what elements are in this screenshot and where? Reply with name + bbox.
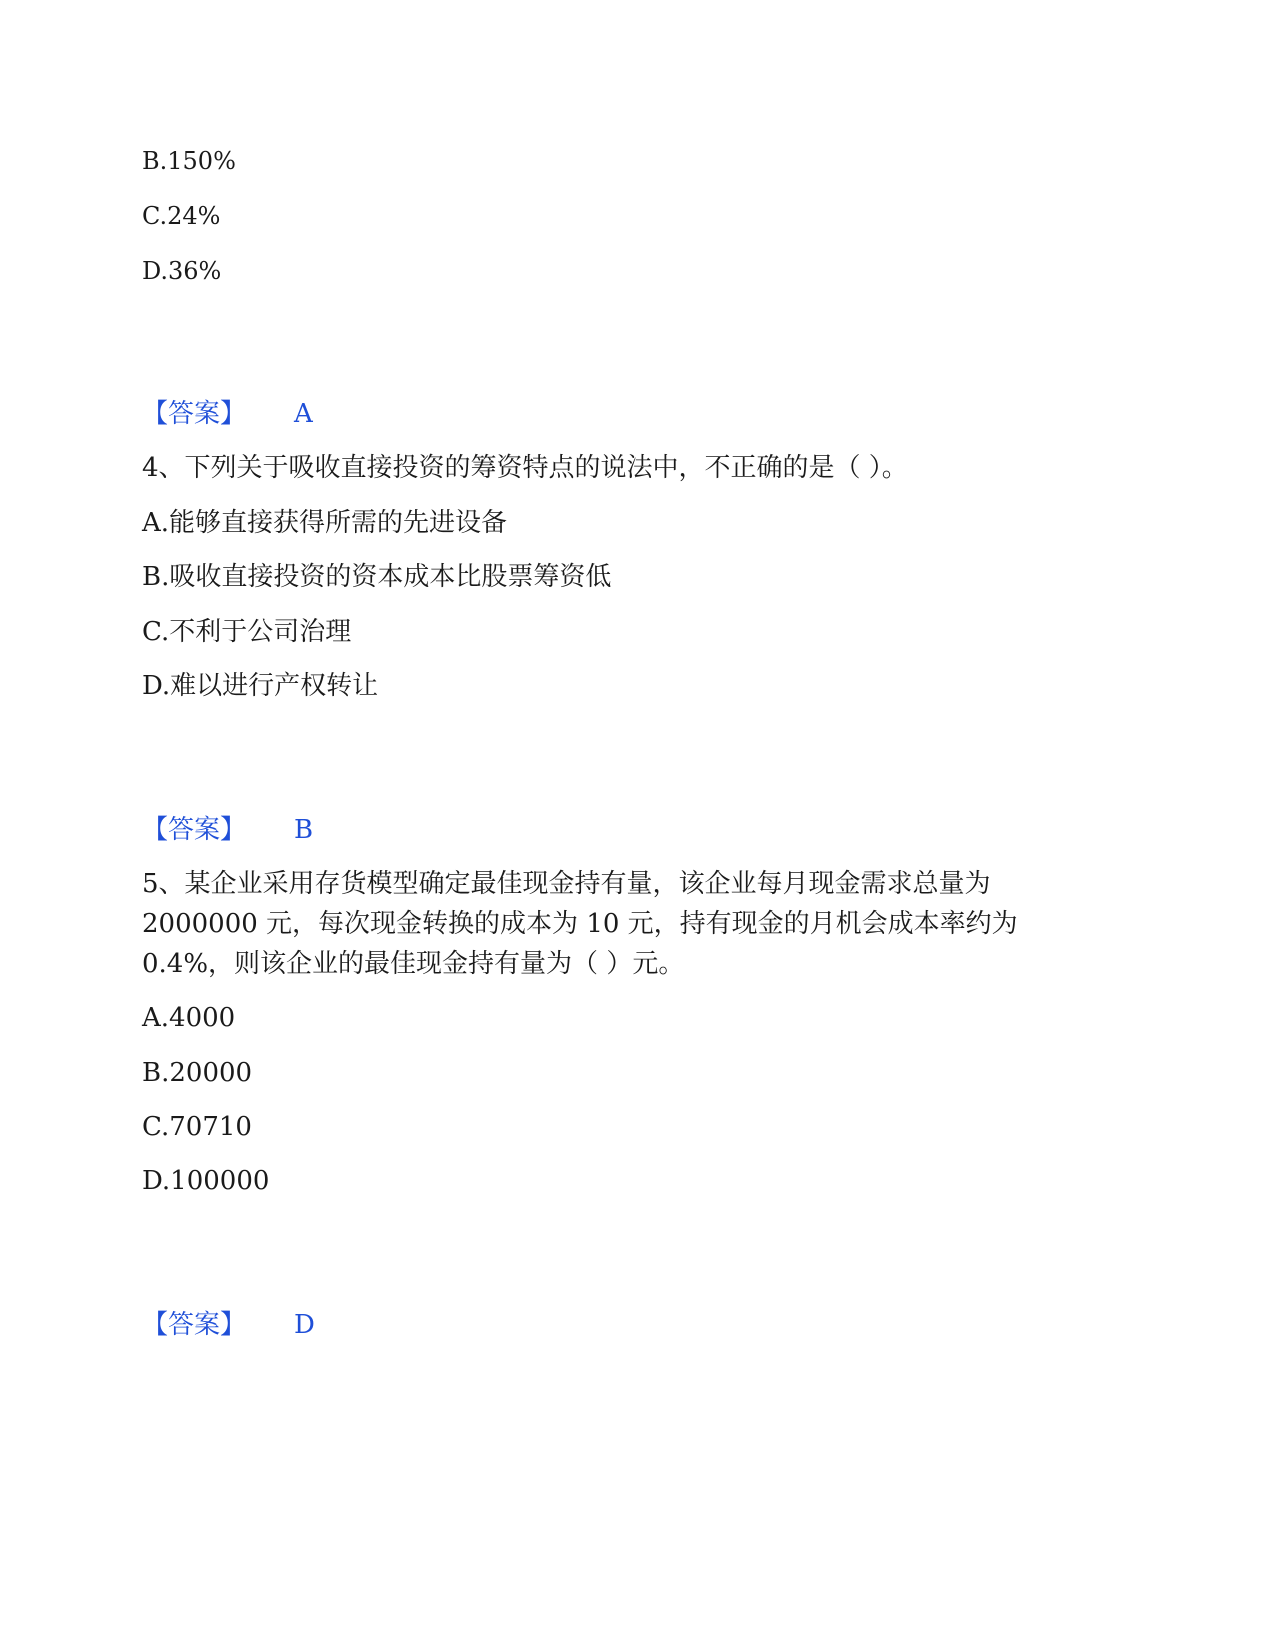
q5-stem-line-1: 5、某企业采用存货模型确定最佳现金持有量，该企业每月现金需求总量为 (142, 869, 991, 899)
q5-stem-line-3: 0.4%，则该企业的最佳现金持有量为（ ）元。 (142, 949, 685, 979)
q3-option-b: B.150% (142, 147, 236, 175)
q4-option-a: A.能够直接获得所需的先进设备 (142, 508, 508, 538)
q5-answer-value: D (294, 1310, 315, 1340)
q5-option-a: A.4000 (142, 1003, 236, 1033)
q5-stem-line-2: 2000000 元，每次现金转换的成本为 10 元，持有现金的月机会成本率约为 (142, 909, 1018, 939)
q4-option-d: D.难以进行产权转让 (142, 671, 379, 701)
q5-answer-row (142, 1308, 315, 1342)
answer-label: 【答案】 (142, 815, 247, 845)
q3-option-c: C.24% (142, 202, 221, 230)
q4-option-b: B.吸收直接投资的资本成本比股票筹资低 (142, 562, 612, 592)
q3-answer-row (142, 397, 313, 431)
q3-option-d: D.36% (142, 257, 222, 285)
q4-answer-row (142, 813, 314, 847)
answer-label: 【答案】 (142, 399, 247, 429)
q5-option-b: B.20000 (142, 1058, 253, 1088)
q4-stem: 4、下列关于吸收直接投资的筹资特点的说法中，不正确的是（ ）。 (142, 453, 908, 483)
q3-answer-value: A (294, 399, 313, 429)
q4-option-c: C.不利于公司治理 (142, 617, 352, 647)
answer-label: 【答案】 (142, 1310, 247, 1340)
q5-option-d: D.100000 (142, 1166, 270, 1196)
q5-option-c: C.70710 (142, 1112, 252, 1142)
q4-answer-value: B (294, 815, 314, 845)
